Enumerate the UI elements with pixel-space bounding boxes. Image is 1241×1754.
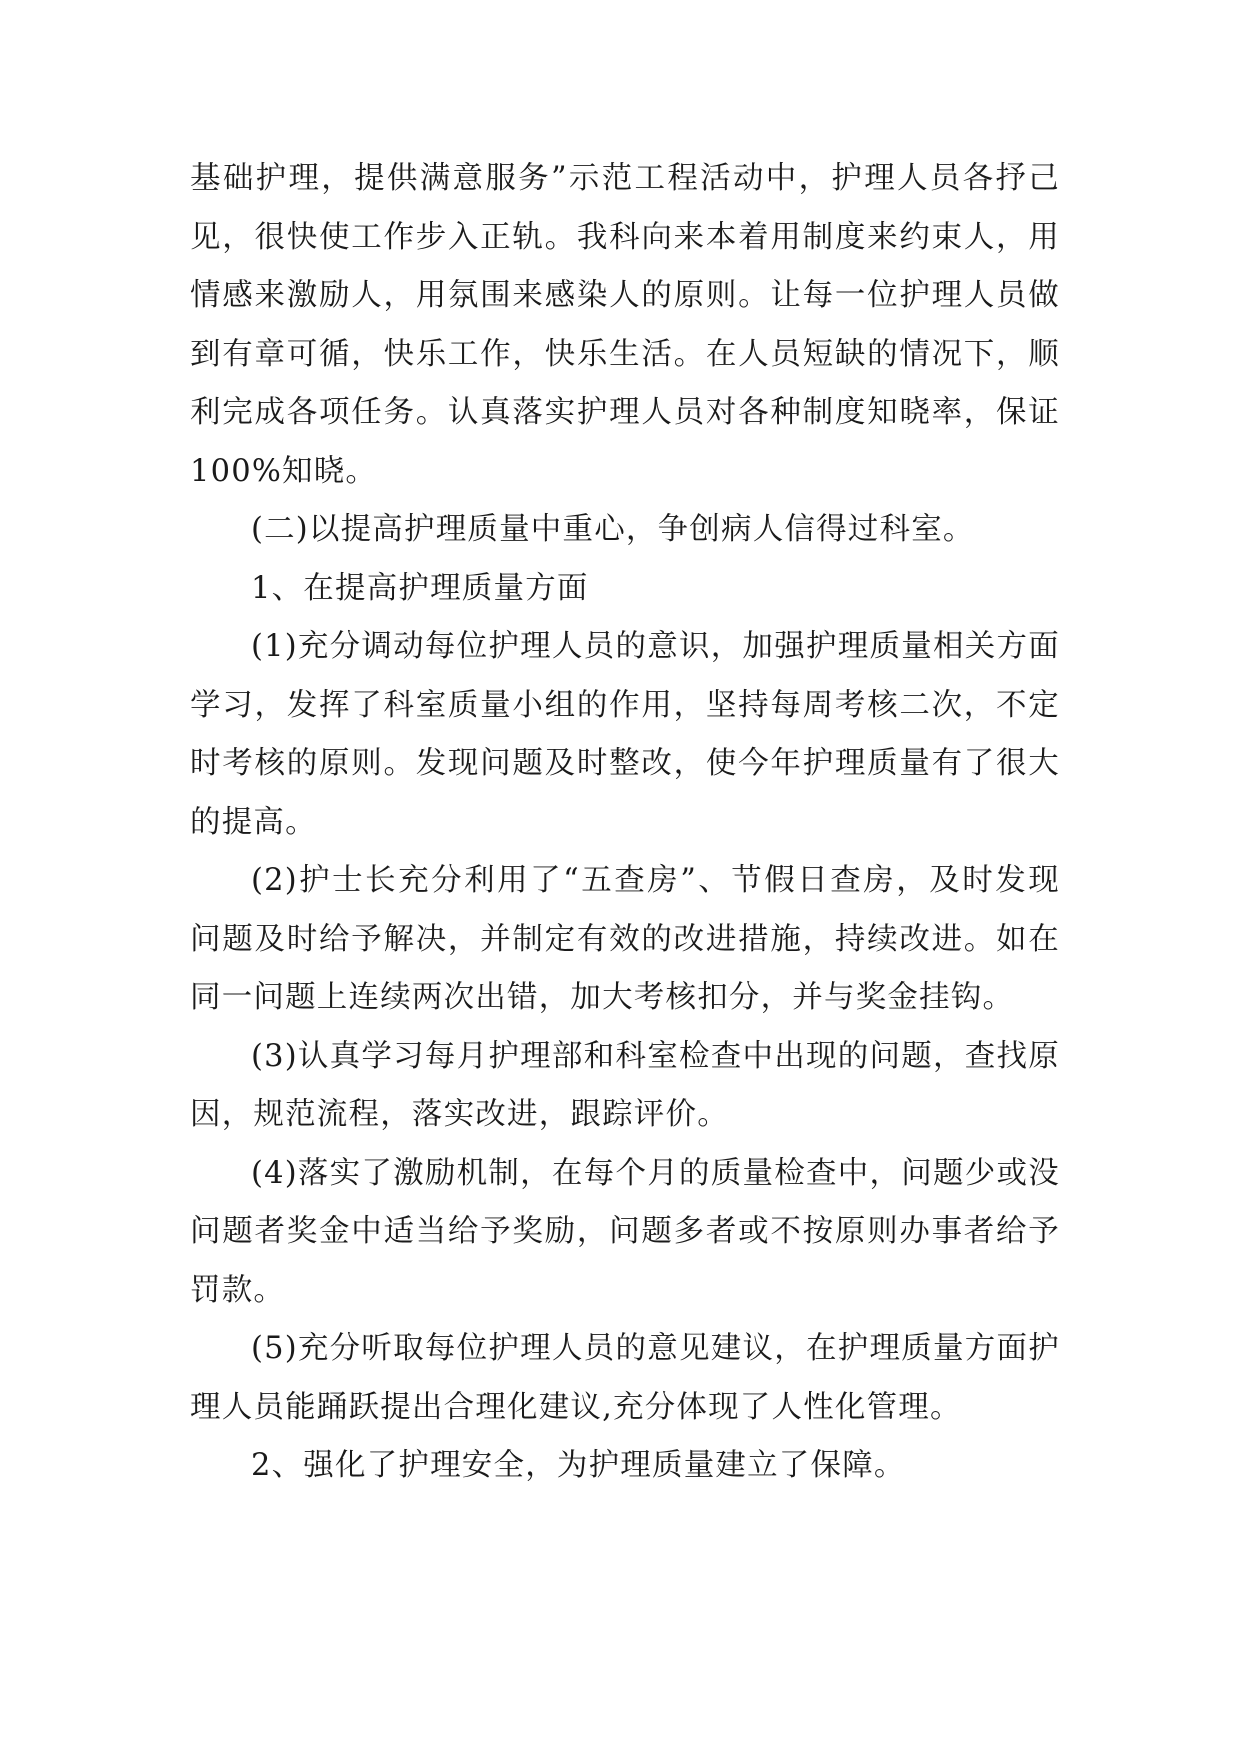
subsection-heading-2: 2、强化了护理安全，为护理质量建立了保障。 bbox=[251, 1448, 906, 1483]
list-item-3: (3)认真学习每月护理部和科室检查中出现的问题，查找原因，规范流程，落实改进，跟踪评价。 bbox=[190, 1038, 1060, 1132]
paragraph-continuation: 基础护理，提供满意服务”示范工程活动中，护理人员各抒己见，很快使工作步入正轨。我科向来本着用制度来约束人，用情感来激励人，用氛围来感染人的原则。让每一位护理人员做到有章可循，快乐工作，快乐生活。在人员短缺的情况下，顺利完成各项任务。认真落实护理人员对各种制度知晓率，保证100%知晓。 bbox=[190, 161, 1060, 489]
section-heading: (二)以提高护理质量中重心，争创病人信得过科室。 bbox=[251, 512, 975, 547]
list-item-1: (1)充分调动每位护理人员的意识，加强护理质量相关方面学习，发挥了科室质量小组的作用，坚持每周考核二次，不定时考核的原则。发现问题及时整改，使今年护理质量有了很大的提高。 bbox=[190, 629, 1060, 840]
list-item-2: (2)护士长充分利用了“五查房”、节假日查房，及时发现问题及时给予解决，并制定有效的改进措施，持续改进。如在同一问题上连续两次出错，加大考核扣分，并与奖金挂钩。 bbox=[190, 863, 1060, 1015]
document-body bbox=[190, 150, 1060, 1496]
list-item-5: (5)充分听取每位护理人员的意见建议，在护理质量方面护理人员能踊跃提出合理化建议,充分体现了人性化管理。 bbox=[190, 1331, 1060, 1425]
list-item-4: (4)落实了激励机制，在每个月的质量检查中，问题少或没问题者奖金中适当给予奖励，问题多者或不按原则办事者给予罚款。 bbox=[190, 1155, 1060, 1308]
subsection-heading: 1、在提高护理质量方面 bbox=[251, 570, 589, 606]
